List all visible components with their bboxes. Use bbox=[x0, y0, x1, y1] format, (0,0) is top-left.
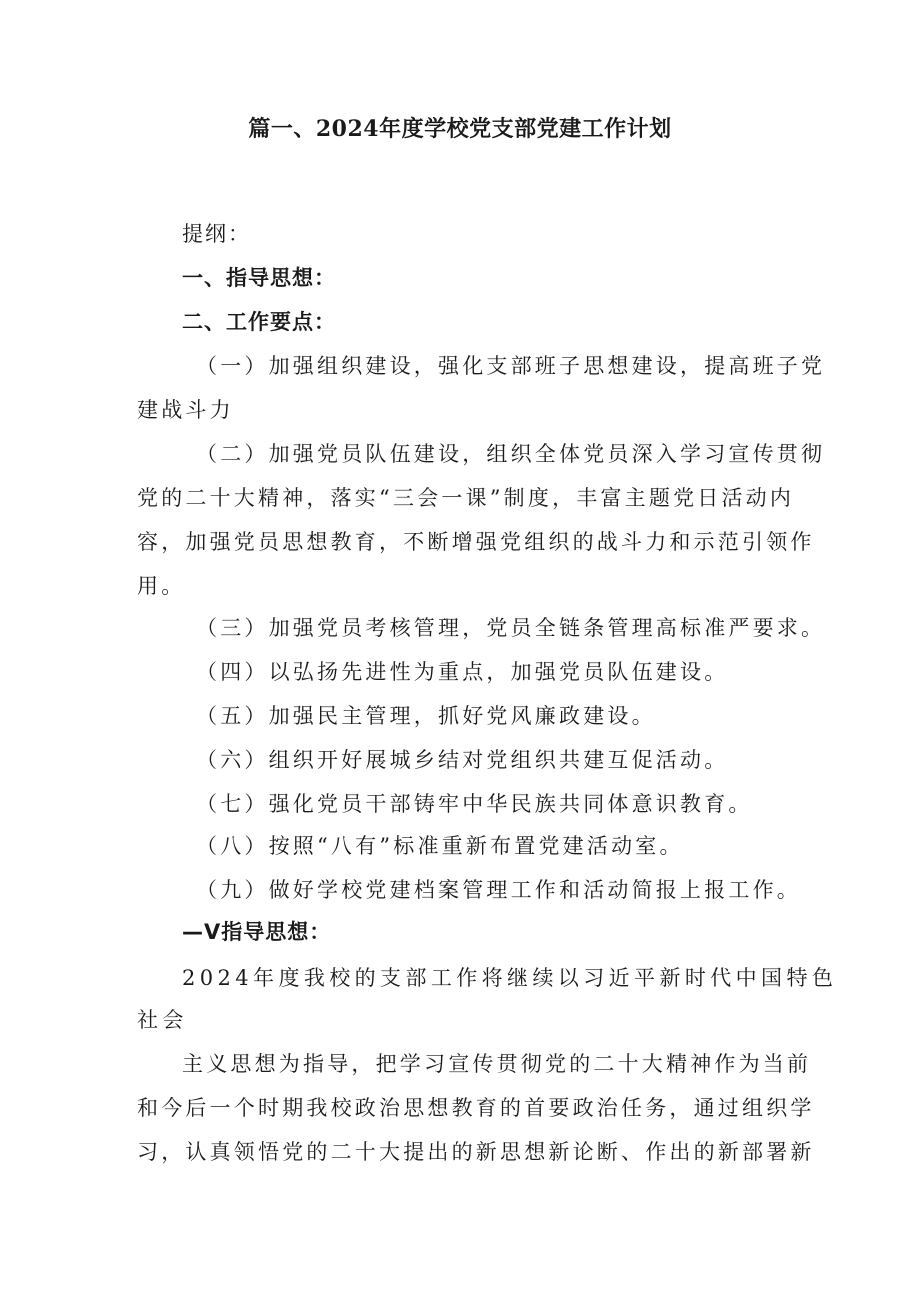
document-title: 篇一、2024年度学校党支部党建工作计划 bbox=[248, 116, 672, 142]
point-3: （三）加强党员考核管理，党员全链条管理高标准严要求。 bbox=[196, 616, 826, 640]
point-8: （八）按照“八有”标准重新布置党建活动室。 bbox=[196, 834, 684, 858]
paragraph-2-line-1: 主义思想为指导，把学习宣传贯彻党的二十大精神作为当前 bbox=[182, 1052, 812, 1076]
point-2-line-4: 用。 bbox=[137, 574, 186, 598]
outline-label: 提纲： bbox=[182, 222, 251, 246]
point-7: （七）强化党员干部铸牢中华民族共同体意识教育。 bbox=[196, 792, 753, 816]
point-5: （五）加强民主管理，抓好党风廉政建设。 bbox=[196, 704, 656, 728]
paragraph-2-line-2: 和今后一个时期我校政治思想教育的首要政治任务，通过组织学 bbox=[137, 1096, 815, 1120]
point-2-line-3: 容，加强党员思想教育，不断增强党组织的战斗力和示范引领作 bbox=[137, 530, 815, 554]
point-2-line-2: 党的二十大精神，落实“三会一课”制度，丰富主题党日活动内 bbox=[137, 486, 795, 510]
outline-heading-guiding-thought: 一、指导思想： bbox=[182, 266, 336, 290]
point-4: （四）以弘扬先进性为重点，加强党员队伍建设。 bbox=[196, 660, 729, 684]
paragraph-1-line-2: 社会 bbox=[137, 1008, 188, 1032]
point-9: （九）做好学校党建档案管理工作和活动简报上报工作。 bbox=[196, 878, 801, 902]
paragraph-1-line-1: 2024年度我校的支部工作将继续以习近平新时代中国特色 bbox=[182, 966, 838, 990]
point-6: （六）组织开好展城乡结对党组织共建互促活动。 bbox=[196, 748, 729, 772]
paragraph-2-line-3: 习，认真领悟党的二十大提出的新思想新论断、作出的新部署新 bbox=[137, 1140, 815, 1164]
point-1-line-2: 建战斗力 bbox=[137, 398, 234, 422]
point-1-line-1: （一）加强组织建设，强化支部班子思想建设，提高班子党 bbox=[196, 354, 826, 378]
point-2-line-1: （二）加强党员队伍建设，组织全体党员深入学习宣传贯彻 bbox=[196, 442, 826, 466]
outline-heading-work-points: 二、工作要点： bbox=[182, 310, 336, 334]
section-heading-guiding-thought: —V指导思想： bbox=[182, 920, 332, 944]
